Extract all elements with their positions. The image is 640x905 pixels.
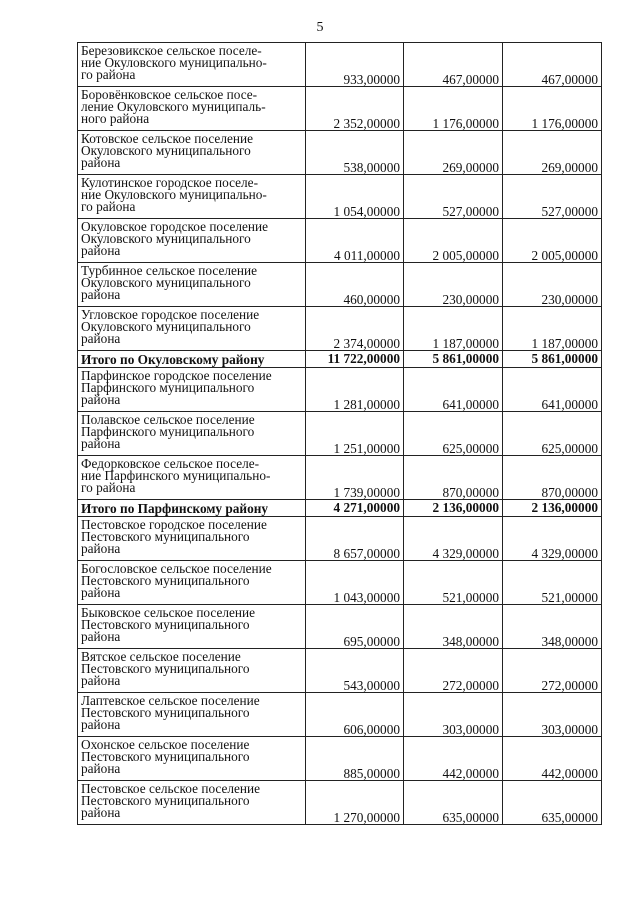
- value-part1-cell: 467,00000: [404, 43, 503, 87]
- total-row: [78, 351, 602, 368]
- table-row: [78, 368, 602, 412]
- value-part1-cell: 2 005,00000: [404, 219, 503, 263]
- table-row: [78, 561, 602, 605]
- value-part1-cell: 625,00000: [404, 412, 503, 456]
- value-part1-cell: 527,00000: [404, 175, 503, 219]
- value-total-cell: 1 270,00000: [306, 781, 404, 825]
- value-part1-cell: 303,00000: [404, 693, 503, 737]
- value-part2-cell: 641,00000: [503, 368, 602, 412]
- settlement-name-cell: Боровёнковское сельское посе- ление Окуловского муниципаль- ного района: [78, 87, 306, 131]
- value-total-cell: 2 374,00000: [306, 307, 404, 351]
- value-part2-cell: 1 176,00000: [503, 87, 602, 131]
- value-part1-cell: 1 176,00000: [404, 87, 503, 131]
- value-part1-cell: 635,00000: [404, 781, 503, 825]
- value-part1-cell: 442,00000: [404, 737, 503, 781]
- value-part2-cell: 5 861,00000: [503, 351, 602, 368]
- table-row: [78, 87, 602, 131]
- value-total-cell: 1 739,00000: [306, 456, 404, 500]
- table-row: [78, 456, 602, 500]
- value-total-cell: 933,00000: [306, 43, 404, 87]
- value-part2-cell: 269,00000: [503, 131, 602, 175]
- value-part2-cell: 1 187,00000: [503, 307, 602, 351]
- value-total-cell: 460,00000: [306, 263, 404, 307]
- page-number: 5: [316, 20, 324, 35]
- value-part1-cell: 521,00000: [404, 561, 503, 605]
- value-part2-cell: 2 005,00000: [503, 219, 602, 263]
- settlement-name-cell: Итого по Окуловскому району: [78, 351, 306, 368]
- value-total-cell: 1 281,00000: [306, 368, 404, 412]
- value-total-cell: 606,00000: [306, 693, 404, 737]
- value-part1-cell: 272,00000: [404, 649, 503, 693]
- value-part1-cell: 1 187,00000: [404, 307, 503, 351]
- settlement-name-cell: Богословское сельское поселение Пестовского муниципального района: [78, 561, 306, 605]
- value-part2-cell: 4 329,00000: [503, 517, 602, 561]
- settlement-name-cell: Итого по Парфинскому району: [78, 500, 306, 517]
- value-part1-cell: 5 861,00000: [404, 351, 503, 368]
- table-row: [78, 517, 602, 561]
- value-total-cell: 11 722,00000: [306, 351, 404, 368]
- table-row: [78, 263, 602, 307]
- table-row: [78, 219, 602, 263]
- value-total-cell: 1 251,00000: [306, 412, 404, 456]
- settlement-name-cell: Окуловское городское поселение Окуловского муниципального района: [78, 219, 306, 263]
- value-total-cell: 543,00000: [306, 649, 404, 693]
- table-row: [78, 781, 602, 825]
- value-part1-cell: 269,00000: [404, 131, 503, 175]
- value-part1-cell: 348,00000: [404, 605, 503, 649]
- value-part2-cell: 625,00000: [503, 412, 602, 456]
- value-total-cell: 1 043,00000: [306, 561, 404, 605]
- value-part1-cell: 4 329,00000: [404, 517, 503, 561]
- value-part2-cell: 527,00000: [503, 175, 602, 219]
- settlement-name-cell: Турбинное сельское поселение Окуловского муниципального района: [78, 263, 306, 307]
- settlement-name-cell: Быковское сельское поселение Пестовского муниципального района: [78, 605, 306, 649]
- value-total-cell: 885,00000: [306, 737, 404, 781]
- table-row: [78, 605, 602, 649]
- value-part1-cell: 870,00000: [404, 456, 503, 500]
- value-total-cell: 1 054,00000: [306, 175, 404, 219]
- value-total-cell: 2 352,00000: [306, 87, 404, 131]
- settlement-name-cell: Полавское сельское поселение Парфинского муниципального района: [78, 412, 306, 456]
- value-part2-cell: 467,00000: [503, 43, 602, 87]
- budget-table: [77, 42, 602, 825]
- value-total-cell: 4 011,00000: [306, 219, 404, 263]
- settlement-name-cell: Котовское сельское поселение Окуловского муниципального района: [78, 131, 306, 175]
- table-row: [78, 175, 602, 219]
- value-total-cell: 695,00000: [306, 605, 404, 649]
- settlement-name-cell: Охонское сельское поселение Пестовского муниципального района: [78, 737, 306, 781]
- settlement-name-cell: Кулотинское городское поселе- ние Окуловского муниципально- го района: [78, 175, 306, 219]
- table-row: [78, 131, 602, 175]
- settlement-name-cell: Парфинское городское поселение Парфинского муниципального района: [78, 368, 306, 412]
- value-part1-cell: 230,00000: [404, 263, 503, 307]
- settlement-name-cell: Пестовское городское поселение Пестовского муниципального района: [78, 517, 306, 561]
- value-part2-cell: 870,00000: [503, 456, 602, 500]
- value-total-cell: 4 271,00000: [306, 500, 404, 517]
- table-row: [78, 307, 602, 351]
- value-part2-cell: 442,00000: [503, 737, 602, 781]
- value-total-cell: 8 657,00000: [306, 517, 404, 561]
- value-total-cell: 538,00000: [306, 131, 404, 175]
- settlement-name-cell: Угловское городское поселение Окуловского муниципального района: [78, 307, 306, 351]
- table-row: [78, 412, 602, 456]
- value-part2-cell: 2 136,00000: [503, 500, 602, 517]
- table-row: [78, 737, 602, 781]
- settlement-name-cell: Федорковское сельское поселе- ние Парфинского муниципально- го района: [78, 456, 306, 500]
- value-part2-cell: 521,00000: [503, 561, 602, 605]
- value-part1-cell: 2 136,00000: [404, 500, 503, 517]
- total-row: [78, 500, 602, 517]
- settlement-name-cell: Лаптевское сельское поселение Пестовского муниципального района: [78, 693, 306, 737]
- table-row: [78, 693, 602, 737]
- value-part2-cell: 303,00000: [503, 693, 602, 737]
- settlement-name-cell: Вятское сельское поселение Пестовского муниципального района: [78, 649, 306, 693]
- table-row: [78, 649, 602, 693]
- table-body: [78, 43, 602, 825]
- value-part1-cell: 641,00000: [404, 368, 503, 412]
- value-part2-cell: 230,00000: [503, 263, 602, 307]
- table-row: [78, 43, 602, 87]
- value-part2-cell: 272,00000: [503, 649, 602, 693]
- value-part2-cell: 635,00000: [503, 781, 602, 825]
- value-part2-cell: 348,00000: [503, 605, 602, 649]
- settlement-name-cell: Пестовское сельское поселение Пестовского муниципального района: [78, 781, 306, 825]
- settlement-name-cell: Березовикское сельское поселе- ние Окуловского муниципально- го района: [78, 43, 306, 87]
